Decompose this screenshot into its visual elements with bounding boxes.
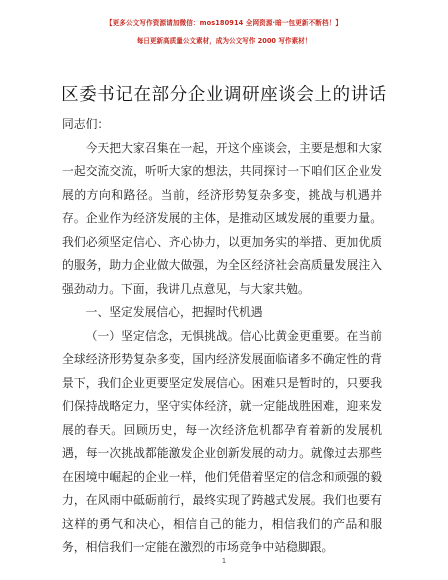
promo-banner-line-1: 【更多公文写作资源请加微信：mos180914 全网资源·暗一包更新不断档！】 xyxy=(105,19,343,27)
paragraph-section-1: （一）坚定信念，无惧挑战。信心比黄金更重要。在当前全球经济形势复杂多变，国内经济发展面临诸多不确定性的背景下，我们企业更要坚定发展信心。困难只是暂时的，只要我们保持战略定力，坚守实体经济，就一定能战胜困难，迎来发展的春天。回顾历史，每一次经济危机都孕育着新的发展机遇，每一次挑战都能激发企业创新发展的动力。就像过去那些在困境中崛起的企业一样，他们凭借着坚定的信念和顽强的毅力，在风雨中砥砺前行，最终实现了跨越式发展。我们也要有这样的勇气和决心，相信自己的能力，相信我们的产品和服务，相信我们一定能在激烈的市场竞争中站稳脚跟。 xyxy=(62,328,382,554)
paragraph-intro: 今天把大家召集在一起，开这个座谈会，主要是想和大家一起交流交流，听听大家的想法，共同探讨一下咱们区企业发展的方向和路径。当前，经济形势复杂多变，挑战与机遇并存。企业作为经济发展的主体，是推动区域发展的重要力量。我们必须坚定信心、齐心协力，以更加务实的举措、更加优质的服务，助力企业做大做强，为全区经济社会高质量发展注入强劲动力。下面，我讲几点意见，与大家共勉。 xyxy=(62,140,382,296)
salutation: 同志们： xyxy=(62,117,110,131)
section-heading: 一、坚定发展信心，把握时代机遇 xyxy=(85,305,263,319)
page-number: 1 xyxy=(221,557,227,565)
document-body xyxy=(62,113,382,560)
document-title: 区委书记在部分企业调研座谈会上的讲话 xyxy=(61,85,387,105)
promo-banner-line-2: 每日更新高质量公文素材，成为公文写作 2000 写作素材！ xyxy=(136,37,312,45)
